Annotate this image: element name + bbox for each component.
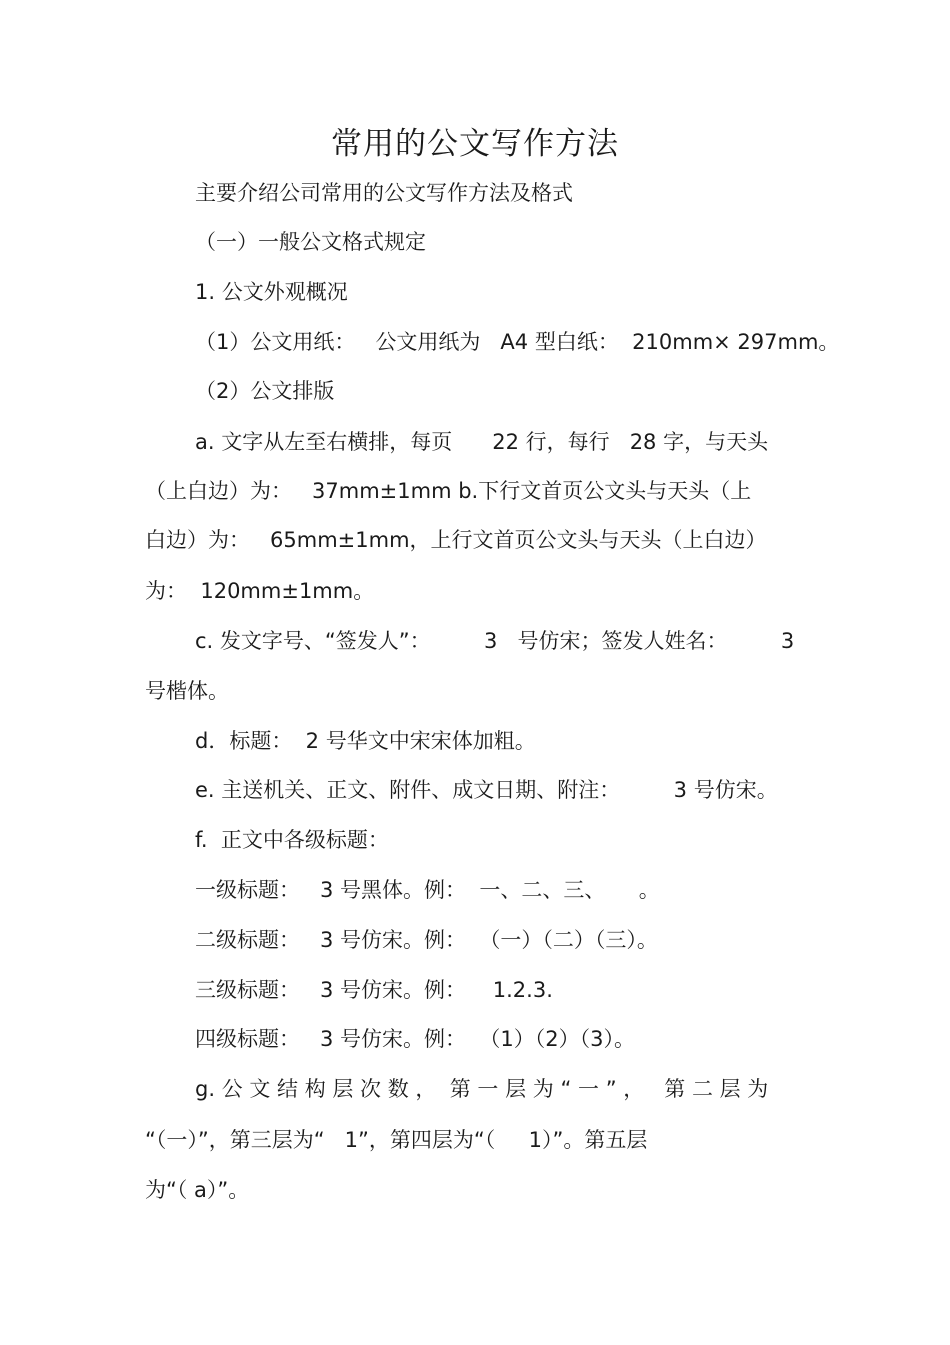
paragraph-a-line-2: （上白边）为： 37mm±1mm b.下行文首页公文头与天头（上 [145, 479, 752, 503]
section-heading: （一）一般公文格式规定 [195, 230, 426, 254]
layout-heading: （2）公文排版 [195, 379, 335, 403]
paper-spec: （1）公文用纸： 公文用纸为 A4 型白纸： 210mm× 297mm。 [195, 330, 840, 354]
item-heading: 1. 公文外观概况 [195, 280, 348, 304]
document-title: 常用的公文写作方法 [331, 126, 619, 162]
heading-level-4-spec: 四级标题： 3 号仿宋。例： （1）（2）（3）。 [195, 1027, 635, 1051]
intro-text: 主要介绍公司常用的公文写作方法及格式 [195, 181, 573, 205]
paragraph-g-line-1: g. 公 文 结 构 层 次 数 ， 第 一 层 为 “ 一 ” ， 第 二 层 为 [195, 1077, 769, 1101]
paragraph-c-line-2: 号楷体。 [145, 679, 229, 703]
paragraph-d: d．标题： 2 号华文中宋宋体加粗。 [195, 729, 536, 753]
paragraph-a-line-3: 白边）为： 65mm±1mm，上行文首页公文头与天头（上白边） [145, 528, 767, 552]
paragraph-g-line-3: 为“（ a）”。 [145, 1178, 250, 1202]
heading-level-3-spec: 三级标题： 3 号仿宋。例： 1.2.3. [195, 978, 553, 1002]
paragraph-g-line-2: “（一）”，第三层为“ 1”，第四层为“（ 1）”。第五层 [145, 1128, 648, 1152]
paragraph-e: e. 主送机关、正文、附件、成文日期、附注： 3 号仿宋。 [195, 778, 778, 802]
paragraph-f: f. 正文中各级标题： [195, 828, 389, 852]
paragraph-c-line-1: c. 发文字号、“签发人”： 3 号仿宋；签发人姓名： 3 [195, 629, 795, 653]
paragraph-a-line-4: 为： 120mm±1mm。 [145, 579, 375, 603]
heading-level-2-spec: 二级标题： 3 号仿宋。例： （一）（二）（三）。 [195, 928, 658, 952]
heading-level-1-spec: 一级标题： 3 号黑体。例： 一、二、三、 。 [195, 878, 660, 902]
paragraph-a-line-1: a. 文字从左至右横排，每页 22 行，每行 28 字，与天头 [195, 430, 769, 454]
